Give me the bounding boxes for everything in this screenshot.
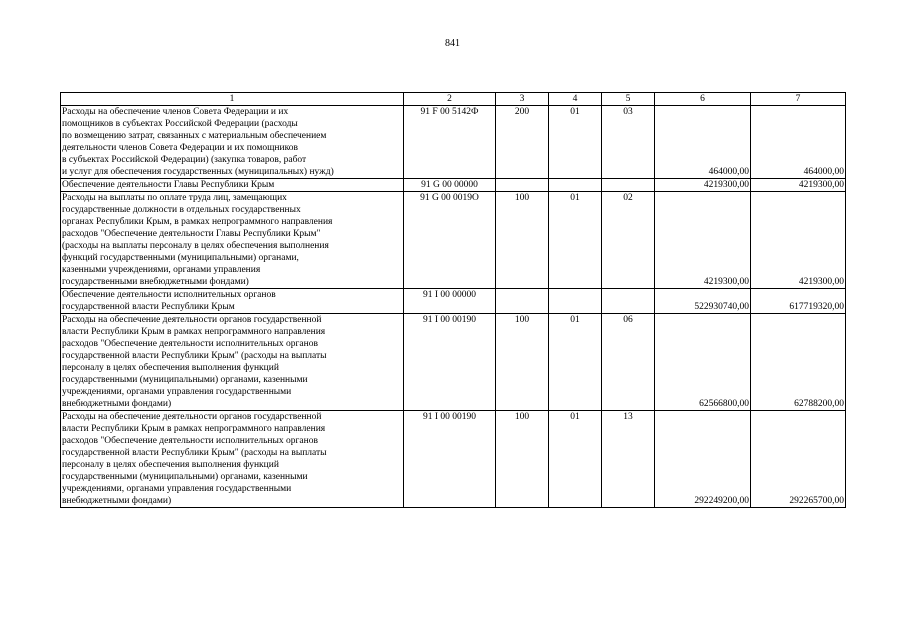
row-rz: 01 bbox=[549, 106, 602, 179]
row-name: Расходы на обеспечение деятельности органов государственной власти Республики Крым в рамках непрограммного направления расходов "Обеспечение деятельности исполнительных органов государственной власти Республики Крым" (расходы на выплаты персоналу в целях обеспечения выполнения функций государственными (муниципальными) органами, казенными учреждениями, органами управления государственными внебюджетными фондами) bbox=[61, 314, 404, 411]
table-row bbox=[61, 179, 846, 192]
row-code: 91 I 00 00000 bbox=[404, 289, 496, 314]
row-amount-6: 522930740,00 bbox=[655, 289, 751, 314]
row-name: Обеспечение деятельности исполнительных органов государственной власти Республики Крым bbox=[61, 289, 404, 314]
row-code: 91 I 00 00190 bbox=[404, 314, 496, 411]
row-vr: 100 bbox=[496, 192, 549, 289]
row-vr: 100 bbox=[496, 314, 549, 411]
row-code: 91 F 00 5142Ф bbox=[404, 106, 496, 179]
row-amount-7: 292265700,00 bbox=[751, 411, 846, 508]
row-name: Обеспечение деятельности Главы Республики Крым bbox=[61, 179, 404, 192]
row-amount-6: 4219300,00 bbox=[655, 179, 751, 192]
row-name: Расходы на выплаты по оплате труда лиц, замещающих государственные должности в отдельных государственных органах Республики Крым, в рамках непрограммного направления расходов "Обеспечение деятельности Главы Республики Крым" (расходы на выплаты персоналу в целях обеспечения выполнения функций государственными (муниципальными) органами, казенными учреждениями, органами управления государственными внебюджетными фондами) bbox=[61, 192, 404, 289]
header-cell: 6 bbox=[655, 93, 751, 106]
row-name: Расходы на обеспечение деятельности органов государственной власти Республики Крым в рамках непрограммного направления расходов "Обеспечение деятельности исполнительных органов государственной власти Республики Крым" (расходы на выплаты персоналу в целях обеспечения выполнения функций государственными (муниципальными) органами, казенными учреждениями, органами управления государственными внебюджетными фондами) bbox=[61, 411, 404, 508]
header-cell: 4 bbox=[549, 93, 602, 106]
row-rz: 01 bbox=[549, 192, 602, 289]
header-cell: 1 bbox=[61, 93, 404, 106]
header-cell: 2 bbox=[404, 93, 496, 106]
row-vr bbox=[496, 289, 549, 314]
row-vr: 200 bbox=[496, 106, 549, 179]
row-code: 91 I 00 00190 bbox=[404, 411, 496, 508]
row-pr: 13 bbox=[602, 411, 655, 508]
row-vr: 100 bbox=[496, 411, 549, 508]
row-pr bbox=[602, 179, 655, 192]
row-rz: 01 bbox=[549, 411, 602, 508]
row-pr: 06 bbox=[602, 314, 655, 411]
header-cell: 5 bbox=[602, 93, 655, 106]
row-amount-6: 4219300,00 bbox=[655, 192, 751, 289]
row-amount-7: 4219300,00 bbox=[751, 179, 846, 192]
row-vr bbox=[496, 179, 549, 192]
row-amount-7: 4219300,00 bbox=[751, 192, 846, 289]
header-cell: 3 bbox=[496, 93, 549, 106]
row-code: 91 G 00 0019О bbox=[404, 192, 496, 289]
page-number: 841 bbox=[445, 38, 460, 49]
row-pr: 03 bbox=[602, 106, 655, 179]
row-pr bbox=[602, 289, 655, 314]
table-row bbox=[61, 289, 846, 314]
row-rz bbox=[549, 289, 602, 314]
row-amount-6: 292249200,00 bbox=[655, 411, 751, 508]
table-header-row bbox=[61, 93, 846, 106]
row-amount-7: 62788200,00 bbox=[751, 314, 846, 411]
budget-table bbox=[60, 92, 846, 508]
table-row bbox=[61, 192, 846, 289]
row-name: Расходы на обеспечение членов Совета Федерации и их помощников в субъектах Российской Федерации (расходы по возмещению затрат, связанных с материальным обеспечением деятельности членов Совета Федерации и их помощников в субъектах Российской Федерации) (закупка товаров, работ и услуг для обеспечения государственных (муниципальных) нужд) bbox=[61, 106, 404, 179]
table-row bbox=[61, 314, 846, 411]
header-cell: 7 bbox=[751, 93, 846, 106]
row-amount-7: 464000,00 bbox=[751, 106, 846, 179]
row-amount-7: 617719320,00 bbox=[751, 289, 846, 314]
table-row bbox=[61, 106, 846, 179]
row-amount-6: 62566800,00 bbox=[655, 314, 751, 411]
row-code: 91 G 00 00000 bbox=[404, 179, 496, 192]
row-rz: 01 bbox=[549, 314, 602, 411]
row-amount-6: 464000,00 bbox=[655, 106, 751, 179]
table-row bbox=[61, 411, 846, 508]
row-pr: 02 bbox=[602, 192, 655, 289]
row-rz bbox=[549, 179, 602, 192]
